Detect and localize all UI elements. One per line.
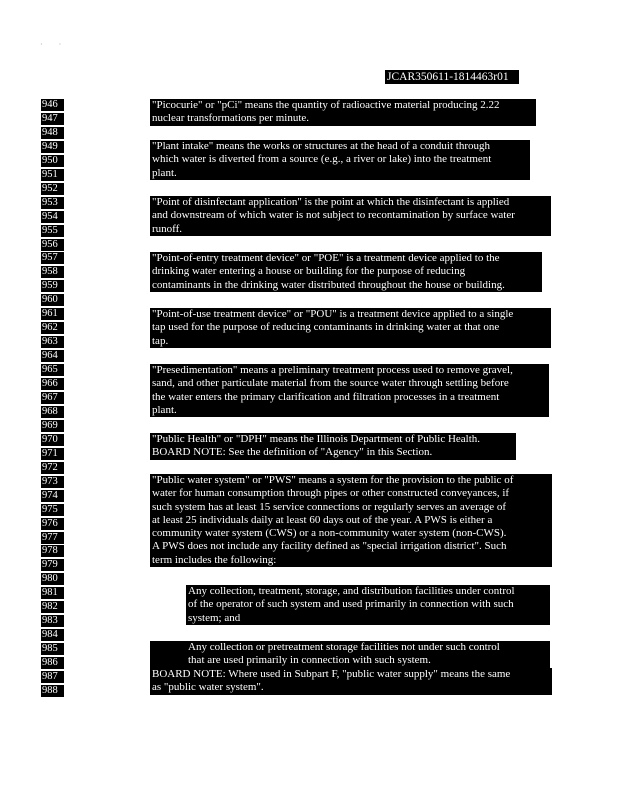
line-number: 983	[41, 615, 64, 627]
line-number: 978	[41, 545, 64, 557]
text-line: "Point of disinfectant application" is the point at which the disinfectant is applied	[152, 196, 510, 208]
line-number: 975	[41, 504, 64, 516]
definition-presedimentation	[150, 364, 549, 417]
text-line: "Public Health" or "DPH" means the Illinois Department of Public Health.	[152, 433, 481, 445]
text-line: Any collection, treatment, storage, and distribution facilities under control	[188, 585, 515, 597]
line-number: 972	[41, 462, 64, 474]
line-number: 965	[41, 364, 64, 376]
line-number: 984	[41, 629, 64, 641]
line-number: 955	[41, 225, 64, 237]
line-number: 951	[41, 169, 64, 181]
line-number: 974	[41, 490, 64, 502]
line-number: 950	[41, 155, 64, 167]
line-number: 964	[41, 350, 64, 362]
line-number: 960	[41, 294, 64, 306]
line-number: 981	[41, 587, 64, 599]
line-number: 954	[41, 211, 64, 223]
line-number: 985	[41, 643, 64, 655]
text-line: tap used for the purpose of reducing contaminants in drinking water at that one	[152, 321, 500, 334]
text-line: and downstream of which water is not subject to recontamination by surface water	[152, 209, 515, 222]
definition-poe	[150, 252, 542, 292]
text-line: as "public water system".	[152, 681, 264, 694]
line-number: 962	[41, 322, 64, 334]
definition-public-health	[150, 433, 516, 460]
text-line: plant.	[152, 166, 177, 179]
text-line: the water enters the primary clarification and filtration processes in a treatment	[152, 390, 500, 403]
line-number: 949	[41, 141, 64, 153]
text-line: sand, and other particulate material from the source water through settling before	[152, 377, 509, 390]
text-line: "Plant intake" means the works or structures at the head of a conduit through	[152, 140, 490, 152]
text-line: that are used primarily in connection with such system.	[188, 654, 431, 667]
definition-plant-intake	[150, 140, 530, 180]
line-number: 958	[41, 266, 64, 278]
board-note-subpart-f	[150, 668, 552, 695]
text-line: at least 25 individuals daily at least 60 days out of the year. A PWS is either a	[152, 513, 493, 526]
line-number: 976	[41, 518, 64, 530]
text-line: "Public water system" or "PWS" means a system for the provision to the public of	[152, 474, 514, 486]
line-number: 973	[41, 476, 64, 488]
line-number: 967	[41, 392, 64, 404]
line-number: 966	[41, 378, 64, 390]
line-number: 986	[41, 657, 64, 669]
subitem-collection-pretreatment	[150, 641, 550, 668]
line-number: 952	[41, 183, 64, 195]
line-number: 982	[41, 601, 64, 613]
line-number: 977	[41, 532, 64, 544]
text-line: of the operator of such system and used primarily in connection with such	[188, 598, 514, 611]
document-id-header: JCAR350611-1814463r01	[385, 70, 519, 84]
line-number: 987	[41, 671, 64, 683]
text-line: "Point-of-entry treatment device" or "POE" is a treatment device applied to the	[152, 252, 500, 264]
text-line: term includes the following:	[152, 553, 277, 566]
text-line: contaminants in the drinking water distributed throughout the house or building.	[152, 278, 505, 291]
definition-public-water-system	[150, 474, 552, 567]
text-line: "Point-of-use treatment device" or "POU" is a treatment device applied to a single	[152, 308, 514, 320]
line-number: 961	[41, 308, 64, 320]
line-number: 957	[41, 252, 64, 264]
line-number: 971	[41, 448, 64, 460]
text-line: runoff.	[152, 222, 183, 235]
subitem-collection-treatment	[186, 585, 550, 625]
line-number: 956	[41, 239, 64, 251]
text-line: "Presedimentation" means a preliminary treatment process used to remove gravel,	[152, 364, 513, 376]
definition-picocurie	[150, 99, 536, 126]
text-line: tap.	[152, 334, 169, 347]
line-number: 959	[41, 280, 64, 292]
line-number: 953	[41, 197, 64, 209]
text-line: "Picocurie" or "pCi" means the quantity of radioactive material producing 2.22	[152, 99, 500, 111]
text-line: BOARD NOTE: Where used in Subpart F, "public water supply" means the same	[152, 668, 511, 680]
text-line: A PWS does not include any facility defined as "special irrigation district". Such	[152, 540, 507, 553]
text-line: community water system (CWS) or a non-community water system (non-CWS).	[152, 527, 507, 540]
text-line: Any collection or pretreatment storage facilities not under such control	[188, 641, 500, 653]
definition-point-of-disinfectant	[150, 196, 551, 236]
line-number: 969	[41, 420, 64, 432]
text-line: plant.	[152, 403, 177, 416]
text-line: nuclear transformations per minute.	[152, 112, 310, 125]
line-number: 946	[41, 99, 64, 111]
line-number: 948	[41, 127, 64, 139]
text-line: which water is diverted from a source (e.g., a river or lake) into the treatment	[152, 153, 492, 166]
line-number: 988	[41, 685, 64, 697]
text-line: such system has at least 15 service connections or regularly serves an average of	[152, 500, 507, 513]
line-number: 970	[41, 434, 64, 446]
text-line: water for human consumption through pipes or other constructed conveyances, if	[152, 487, 510, 500]
definition-pou	[150, 308, 551, 348]
line-number: 968	[41, 406, 64, 418]
text-line: BOARD NOTE: See the definition of "Agency" in this Section.	[152, 446, 433, 459]
line-number: 980	[41, 573, 64, 585]
line-number: 947	[41, 113, 64, 125]
line-number: 979	[41, 559, 64, 571]
text-line: drinking water entering a house or building for the purpose of reducing	[152, 265, 466, 278]
scan-marks: · ·	[40, 40, 62, 49]
line-number: 963	[41, 336, 64, 348]
text-line: system; and	[188, 611, 241, 624]
